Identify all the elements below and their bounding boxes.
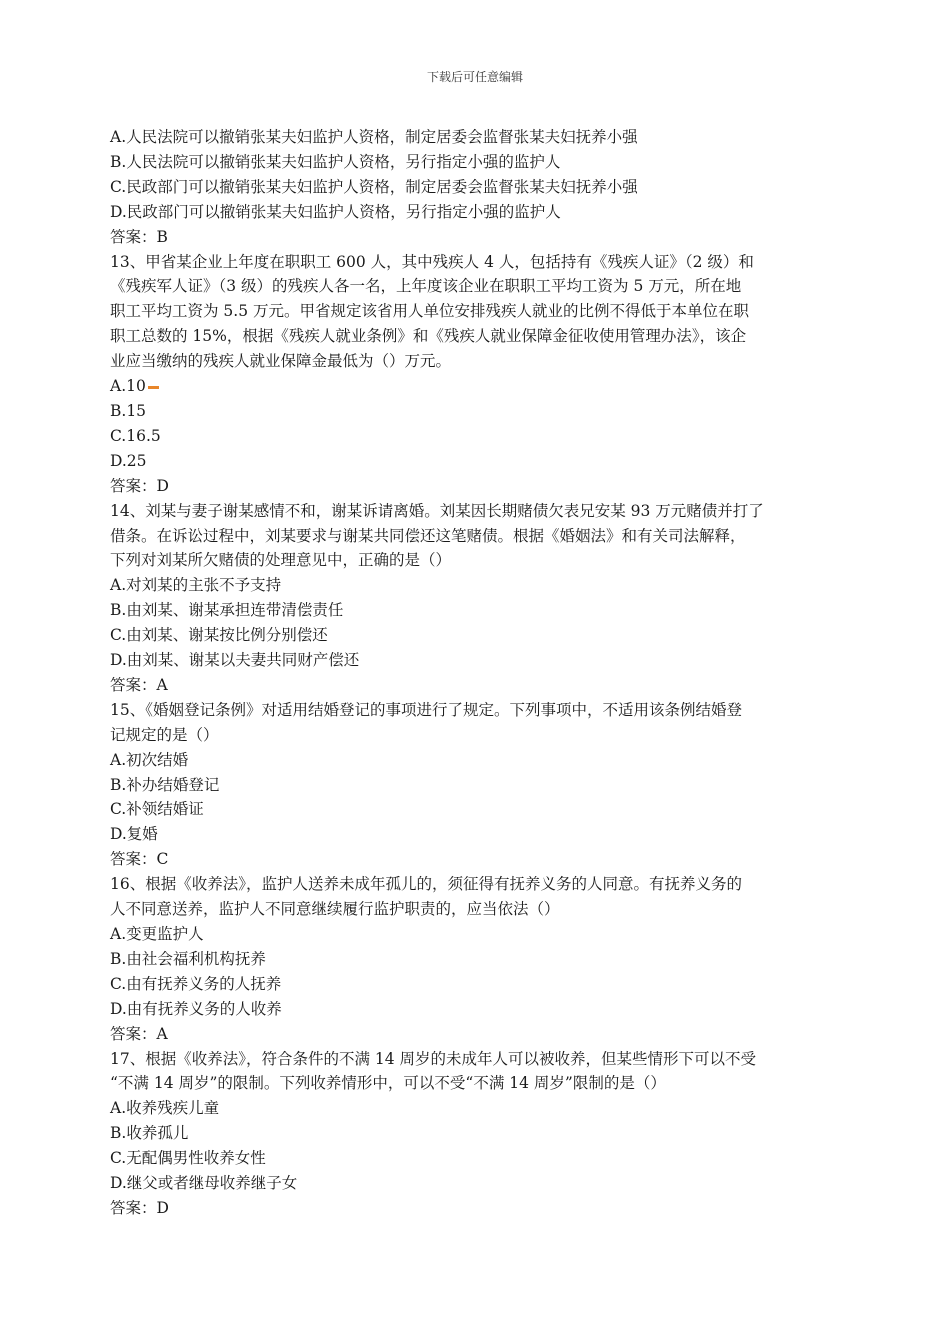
option-a: A.变更监护人 bbox=[110, 925, 204, 943]
answer: 答案：B bbox=[110, 227, 168, 246]
question-text-line: “不满 14 周岁”的限制。下列收养情形中，可以不受“不满 14 周岁”限制的是（） bbox=[110, 1074, 666, 1093]
option-d: D.由刘某、谢某以夫妻共同财产偿还 bbox=[110, 651, 360, 670]
question-17 bbox=[110, 1047, 820, 1221]
question-text-line: 13、甲省某企业上年度在职职工 600 人，其中残疾人 4 人，包括持有《残疾人证》（2 级）和 bbox=[110, 252, 754, 271]
question-text-line: 职工平均工资为 5.5 万元。甲省规定该省用人单位安排残疾人就业的比例不得低于本单位在职 bbox=[110, 302, 750, 321]
option-b: B.收养孤儿 bbox=[110, 1124, 189, 1143]
answer: 答案：D bbox=[110, 476, 169, 495]
question-text-line: 17、根据《收养法》，符合条件的不满 14 周岁的未成年人可以被收养，但某些情形下可以不受 bbox=[110, 1049, 757, 1068]
page-header: 下载后可任意编辑 bbox=[426, 70, 523, 84]
answer: 答案：A bbox=[110, 675, 168, 694]
question-text-line: 《残疾军人证》（3 级）的残疾人各一名，上年度该企业在职职工平均工资为 5 万元，所在地 bbox=[110, 277, 742, 296]
question-text-line: 15、《婚姻登记条例》对适用结婚登记的事项进行了规定。下列事项中，不适用该条例结婚登 bbox=[110, 700, 742, 719]
question-13 bbox=[110, 250, 820, 499]
option-d: D.继父或者继母收养继子女 bbox=[110, 1174, 298, 1193]
option-a: A.对刘某的主张不予支持 bbox=[110, 576, 282, 595]
question-14 bbox=[110, 499, 820, 698]
question-12 bbox=[110, 125, 820, 250]
question-text-line: 14、刘某与妻子谢某感情不和，谢某诉请离婚。刘某因长期赌债欠表兄安某 93 万元赌债并打了 bbox=[110, 501, 764, 520]
option-c: C.由有抚养义务的人抚养 bbox=[110, 974, 282, 993]
option-d: D.由有抚养义务的人收养 bbox=[110, 999, 282, 1018]
answer: 答案：D bbox=[110, 1198, 169, 1217]
question-16 bbox=[110, 872, 820, 1046]
option-a-row bbox=[110, 374, 820, 399]
question-text-line: 职工总数的 15%，根据《残疾人就业条例》和《残疾人就业保障金征收使用管理办法》，该企 bbox=[110, 327, 747, 346]
highlight-marker bbox=[148, 386, 159, 389]
document-body bbox=[110, 125, 820, 1221]
option-a: A.初次结婚 bbox=[110, 750, 189, 769]
option-c: C.补领结婚证 bbox=[110, 800, 204, 819]
question-text-line: 记规定的是（） bbox=[110, 725, 219, 744]
option-a: A.人民法院可以撤销张某夫妇监护人资格，制定居委会监督张某夫妇抚养小强 bbox=[110, 128, 638, 146]
option-b: B.人民法院可以撤销张某夫妇监护人资格，另行指定小强的监护人 bbox=[110, 152, 561, 171]
option-b: B.由社会福利机构抚养 bbox=[110, 949, 266, 968]
option-c: C.16.5 bbox=[110, 426, 161, 445]
question-text-line: 下列对刘某所欠赌债的处理意见中，正确的是（） bbox=[110, 551, 452, 570]
question-15 bbox=[110, 698, 820, 872]
option-d: D.民政部门可以撤销张某夫妇监护人资格，另行指定小强的监护人 bbox=[110, 202, 561, 221]
option-a: A.10 bbox=[110, 377, 146, 396]
option-c: C.由刘某、谢某按比例分别偿还 bbox=[110, 626, 328, 645]
question-text-line: 人不同意送养，监护人不同意继续履行监护职责的，应当依法（） bbox=[110, 900, 560, 919]
option-a: A.收养残疾儿童 bbox=[110, 1099, 220, 1118]
question-text-line: 16、根据《收养法》，监护人送养未成年孤儿的，须征得有抚养义务的人同意。有抚养义务的 bbox=[110, 875, 742, 894]
option-b: B.补办结婚登记 bbox=[110, 775, 220, 794]
answer: 答案：A bbox=[110, 1024, 168, 1043]
question-text-line: 业应当缴纳的残疾人就业保障金最低为（）万元。 bbox=[110, 352, 452, 371]
answer: 答案：C bbox=[110, 850, 169, 869]
option-d: D.复婚 bbox=[110, 825, 158, 844]
option-b: B.15 bbox=[110, 401, 147, 420]
option-b: B.由刘某、谢某承担连带清偿责任 bbox=[110, 601, 344, 620]
option-d: D.25 bbox=[110, 451, 147, 470]
question-text-line: 借条。在诉讼过程中，刘某要求与谢某共同偿还这笔赌债。根据《婚姻法》和有关司法解释， bbox=[110, 526, 746, 545]
option-c: C.无配偶男性收养女性 bbox=[110, 1149, 266, 1168]
option-c: C.民政部门可以撤销张某夫妇监护人资格，制定居委会监督张某夫妇抚养小强 bbox=[110, 177, 638, 196]
